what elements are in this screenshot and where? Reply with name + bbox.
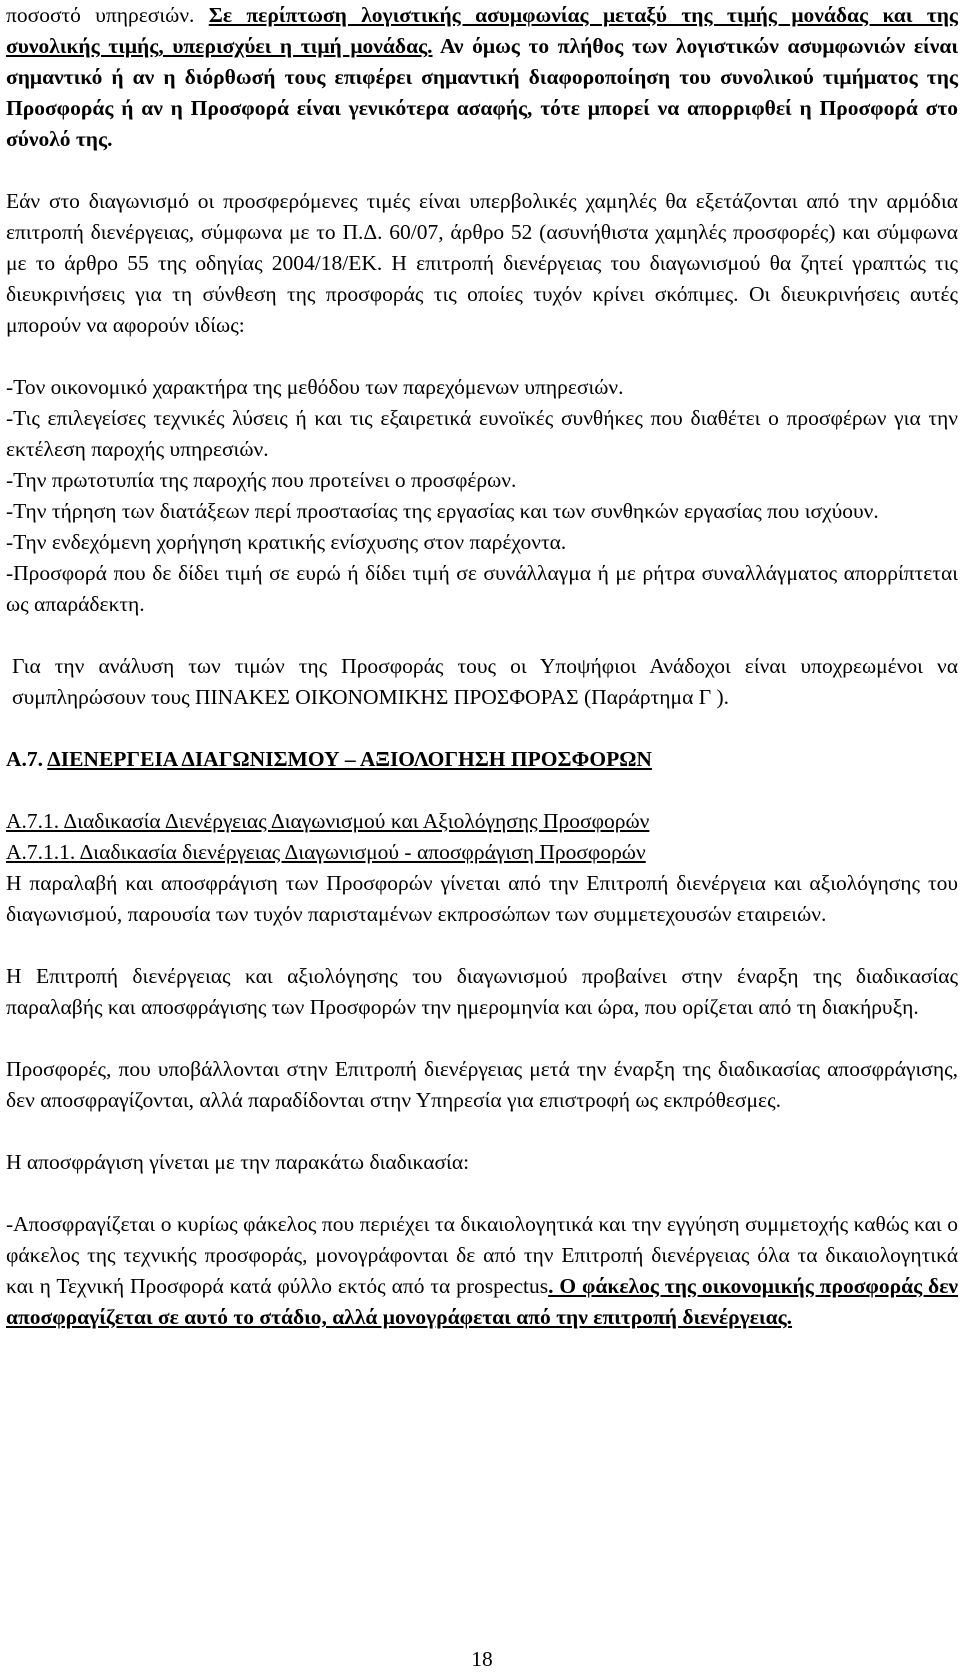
list-item: -Τον οικονομικό χαρακτήρα της μεθόδου των παρεχόμενων υπηρεσιών. — [6, 375, 624, 399]
paragraph-low-prices: Εάν στο διαγωνισμό οι προσφερόμενες τιμές είναι υπερβολικές χαμηλές θα εξετάζονται από την αρμόδια επιτροπή διενέργειας, σύμφωνα με το Π.Δ. 60/07, άρθρο 52 (ασυνήθιστα χαμηλές προσφορές) και σύμφωνα με το άρθρο 55 της οδηγίας 2004/18/ΕΚ. Η επιτροπή διενέργειας του διαγωνισμού θα ζητεί γραπτώς τις διευκρινήσεις για τη σύνθεση της προσφοράς τις οποίες τυχόν κρίνει σκόπιμες. Οι διευκρινήσεις αυτές μπορούν να αφορούν ιδίως: — [6, 189, 958, 337]
list-item: -Τις επιλεγείσες τεχνικές λύσεις ή και τις εξαιρετικά ευνοϊκές συνθήκες που διαθέτει ο προσφέρων για την εκτέλεση παροχής υπηρεσιών. — [6, 406, 958, 461]
paragraph-text: -Αποσφραγίζεται ο κυρίως φάκελος που περιέχει τα δικαιολογητικά και την εγγύηση συμμετοχής καθώς και ο φάκελος της τεχνικής προσφοράς, μονογράφονται δε από την Επιτροπή διενέργειας όλα τα δικαιολογητικά και η Τεχνική Προσφορά κατά φύλλο εκτός από τα prospectus — [6, 1212, 958, 1298]
paragraph-price-discrepancy — [6, 0, 958, 155]
section-heading — [6, 744, 958, 775]
paragraph-procedure-intro: Η αποσφράγιση γίνεται με την παρακάτω διαδικασία: — [6, 1150, 470, 1174]
document-page — [6, 0, 958, 1678]
list-item: -Την ενδεχόμενη χορήγηση κρατικής ενίσχυσης στον παρέχοντα. — [6, 530, 567, 554]
list-item: -Προσφορά που δε δίδει τιμή σε ευρώ ή δίδει τιμή σε συνάλλαγμα ή με ρήτρα συναλλάγματος απορρίπτεται ως απαράδεκτη. — [6, 561, 958, 616]
paragraph-price-analysis: Για την ανάλυση των τιμών της Προσφοράς τους οι Υποψήφιοι Ανάδοχοι είναι υποχρεωμένοι να συμπληρώσουν τους ΠΙΝΑΚΕΣ ΟΙΚΟΝΟΜΙΚΗΣ ΠΡΟΣΦΟΡΑΣ (Παράρτημα Γ ). — [12, 654, 958, 709]
section-number: Α.7. — [6, 747, 44, 771]
paragraph-committee: Η Επιτροπή διενέργειας και αξιολόγησης του διαγωνισμού προβαίνει στην έναρξη της διαδικασίας παραλαβής και αποσφράγισης των Προσφορών την ημερομηνία και ώρα, που ορίζεται από τη διακήρυξη. — [6, 964, 958, 1019]
subsection-heading: Α.7.1. Διαδικασία Διενέργειας Διαγωνισμού και Αξιολόγησης Προσφορών — [6, 809, 650, 833]
emphasis-text: Σε περίπτωση λογιστικής ασυμφωνίας μεταξύ της τιμής μονάδας και της συνολικής τιμής, υπερισχύει η τιμή μονάδας. — [6, 3, 958, 58]
page-number: 18 — [471, 1647, 493, 1671]
bold-text: Αν όμως το πλήθος των λογιστικών ασυμφωνιών είναι σημαντικό ή αν η διόρθωσή τους επιφέρει σημαντική διαφοροποίηση του συνολικού τιμήματος της Προσφοράς ή αν η Προσφορά είναι γενικότερα ασαφής, τότε μπορεί να απορριφθεί η Προσφορά στο σύνολό της. — [6, 34, 958, 151]
paragraph-text: ποσοστό υπηρεσιών. — [6, 3, 209, 27]
emphasis-text: . Ο φάκελος της οικονομικής προσφοράς δεν αποσφραγίζεται σε αυτό το στάδιο, αλλά μονογράφεται από την επιτροπή διενέργειας. — [6, 1274, 959, 1329]
paragraph-receipt: Η παραλαβή και αποσφράγιση των Προσφορών γίνεται από την Επιτροπή διενέργεια και αξιολόγησης του διαγωνισμού, παρουσία των τυχόν παρισταμένων εκπροσώπων των συμμετεχουσών εταιρειών. — [6, 871, 958, 926]
section-title: ΔΙΕΝΕΡΓΕΙΑ ΔΙΑΓΩΝΙΣΜΟΥ – ΑΞΙΟΛΟΓΗΣΗ ΠΡΟΣΦΟΡΩΝ — [47, 747, 652, 771]
paragraph-opening — [6, 1209, 958, 1333]
list-item: -Την τήρηση των διατάξεων περί προστασίας της εργασίας και των συνθηκών εργασίας που ισχύουν. — [6, 499, 879, 523]
list-item: -Την πρωτοτυπία της παροχής που προτείνει ο προσφέρων. — [6, 468, 517, 492]
paragraph-late-offers: Προσφορές, που υποβάλλονται στην Επιτροπή διενέργειας μετά την έναρξη της διαδικασίας αποσφράγισης, δεν αποσφραγίζονται, αλλά παραδίδονται στην Υπηρεσία για επιστροφή ως εκπρόθεσμες. — [6, 1057, 958, 1112]
subsection-heading: Α.7.1.1. Διαδικασία διενέργειας Διαγωνισμού - αποσφράγιση Προσφορών — [6, 840, 646, 864]
